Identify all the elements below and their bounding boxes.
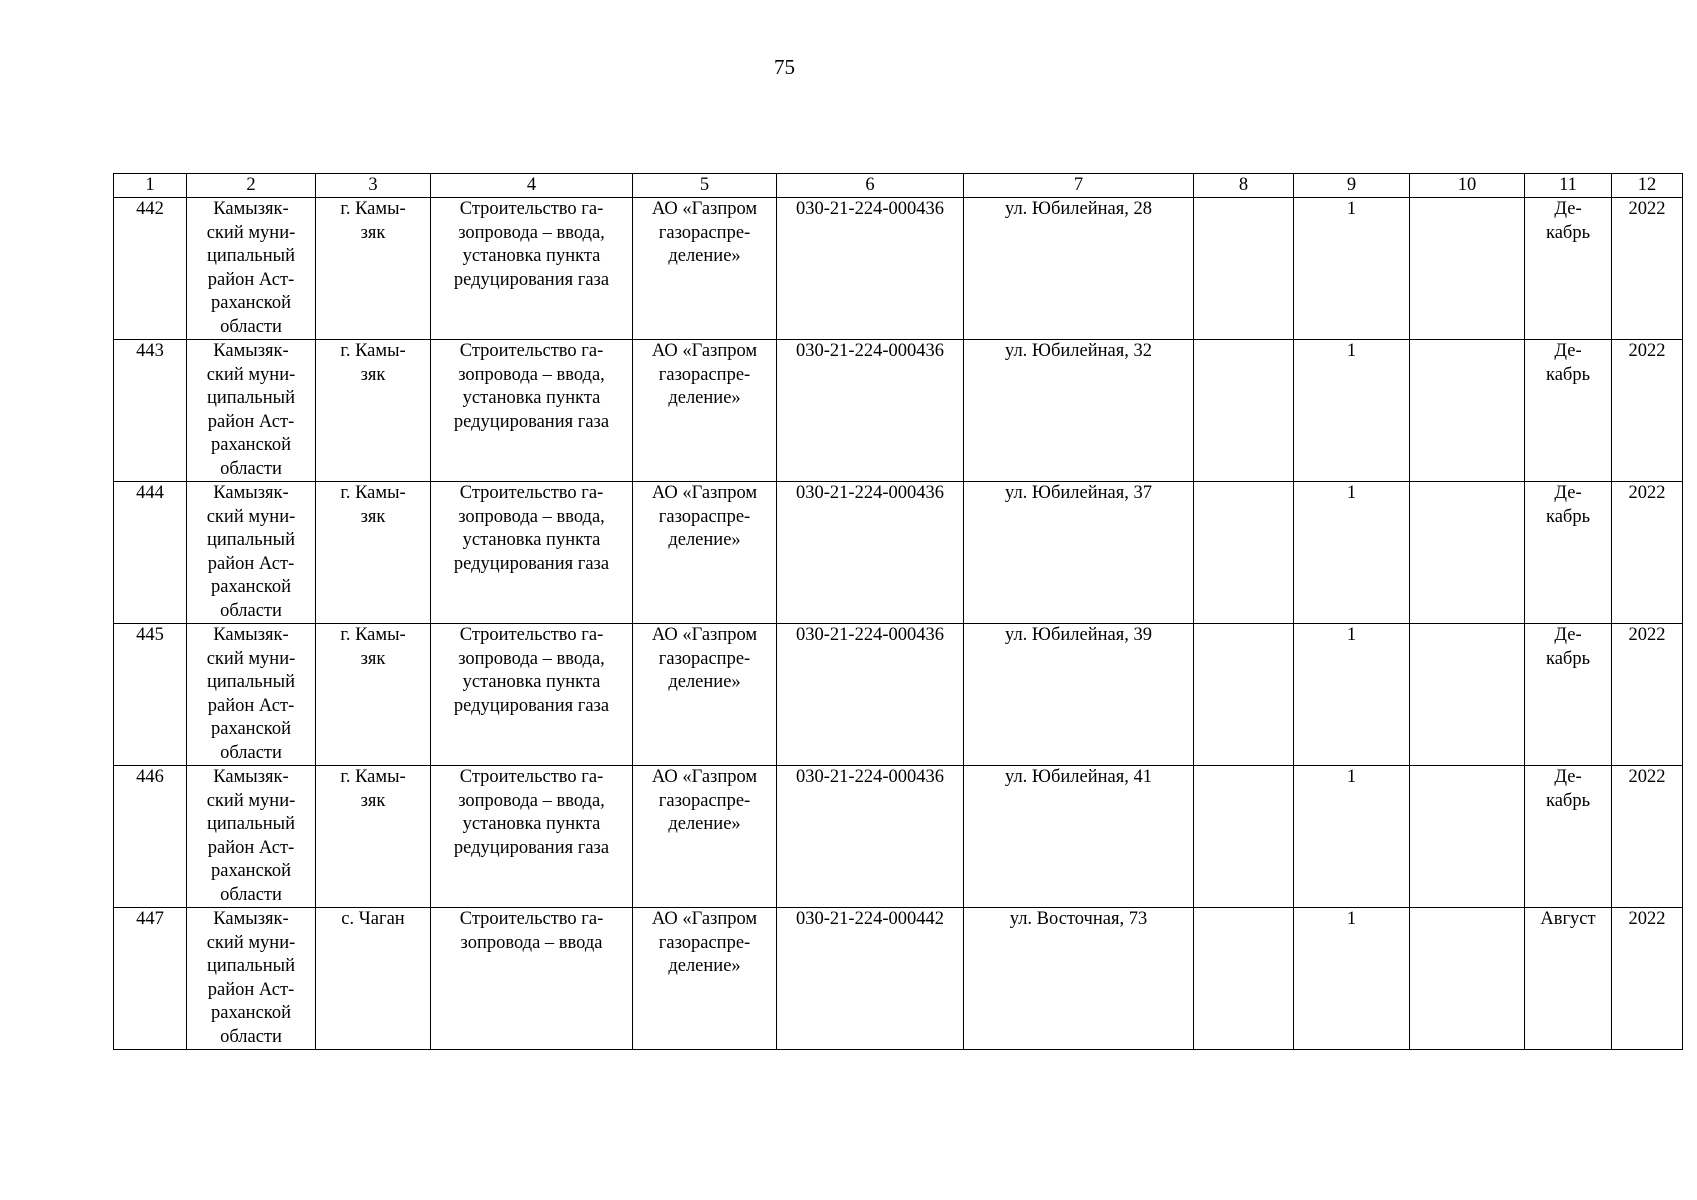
column-header: 11 <box>1525 174 1612 198</box>
month-cell: Август <box>1525 908 1612 1050</box>
column-8-cell <box>1194 624 1294 766</box>
column-8-cell <box>1194 766 1294 908</box>
column-header: 9 <box>1294 174 1410 198</box>
year-cell: 2022 <box>1612 198 1683 340</box>
quantity-cell: 1 <box>1294 908 1410 1050</box>
table-row <box>114 908 1683 1050</box>
table-row <box>114 482 1683 624</box>
data-table <box>113 173 1683 1050</box>
year-cell: 2022 <box>1612 624 1683 766</box>
column-10-cell <box>1410 198 1525 340</box>
column-8-cell <box>1194 340 1294 482</box>
work-description-cell: Строительство га- зопровода – ввода, установка пункта редуцирования газа <box>431 624 633 766</box>
month-cell: Де- кабрь <box>1525 624 1612 766</box>
operator-cell: АО «Газпром газораспре- деление» <box>633 482 777 624</box>
operator-cell: АО «Газпром газораспре- деление» <box>633 340 777 482</box>
table-row <box>114 766 1683 908</box>
row-number-cell: 444 <box>114 482 187 624</box>
municipality-cell: Камызяк- ский муни- ципальный район Аст- раханской области <box>187 198 316 340</box>
settlement-cell: г. Камы- зяк <box>316 766 431 908</box>
row-number-cell: 446 <box>114 766 187 908</box>
column-8-cell <box>1194 908 1294 1050</box>
column-10-cell <box>1410 482 1525 624</box>
settlement-cell: г. Камы- зяк <box>316 624 431 766</box>
municipality-cell: Камызяк- ский муни- ципальный район Аст- раханской области <box>187 908 316 1050</box>
settlement-cell: с. Чаган <box>316 908 431 1050</box>
municipality-cell: Камызяк- ский муни- ципальный район Аст- раханской области <box>187 482 316 624</box>
month-cell: Де- кабрь <box>1525 198 1612 340</box>
address-cell: ул. Юбилейная, 39 <box>964 624 1194 766</box>
address-cell: ул. Юбилейная, 41 <box>964 766 1194 908</box>
column-10-cell <box>1410 766 1525 908</box>
code-cell: 030-21-224-000436 <box>777 198 964 340</box>
municipality-cell: Камызяк- ский муни- ципальный район Аст- раханской области <box>187 340 316 482</box>
year-cell: 2022 <box>1612 340 1683 482</box>
operator-cell: АО «Газпром газораспре- деление» <box>633 766 777 908</box>
header-row <box>114 174 1683 198</box>
row-number-cell: 443 <box>114 340 187 482</box>
column-header: 10 <box>1410 174 1525 198</box>
code-cell: 030-21-224-000436 <box>777 482 964 624</box>
work-description-cell: Строительство га- зопровода – ввода, установка пункта редуцирования газа <box>431 340 633 482</box>
year-cell: 2022 <box>1612 908 1683 1050</box>
year-cell: 2022 <box>1612 482 1683 624</box>
column-header: 2 <box>187 174 316 198</box>
work-description-cell: Строительство га- зопровода – ввода, установка пункта редуцирования газа <box>431 482 633 624</box>
quantity-cell: 1 <box>1294 624 1410 766</box>
quantity-cell: 1 <box>1294 340 1410 482</box>
column-header: 8 <box>1194 174 1294 198</box>
operator-cell: АО «Газпром газораспре- деление» <box>633 198 777 340</box>
work-description-cell: Строительство га- зопровода – ввода, установка пункта редуцирования газа <box>431 198 633 340</box>
code-cell: 030-21-224-000442 <box>777 908 964 1050</box>
column-10-cell <box>1410 908 1525 1050</box>
column-header: 12 <box>1612 174 1683 198</box>
quantity-cell: 1 <box>1294 198 1410 340</box>
year-cell: 2022 <box>1612 766 1683 908</box>
column-8-cell <box>1194 198 1294 340</box>
column-header: 4 <box>431 174 633 198</box>
column-8-cell <box>1194 482 1294 624</box>
operator-cell: АО «Газпром газораспре- деление» <box>633 908 777 1050</box>
row-number-cell: 447 <box>114 908 187 1050</box>
table-row <box>114 624 1683 766</box>
table-row <box>114 198 1683 340</box>
column-header: 3 <box>316 174 431 198</box>
column-header: 5 <box>633 174 777 198</box>
work-description-cell: Строительство га- зопровода – ввода, установка пункта редуцирования газа <box>431 766 633 908</box>
code-cell: 030-21-224-000436 <box>777 340 964 482</box>
row-number-cell: 445 <box>114 624 187 766</box>
address-cell: ул. Юбилейная, 32 <box>964 340 1194 482</box>
month-cell: Де- кабрь <box>1525 482 1612 624</box>
table-row <box>114 340 1683 482</box>
row-number-cell: 442 <box>114 198 187 340</box>
settlement-cell: г. Камы- зяк <box>316 482 431 624</box>
column-header: 6 <box>777 174 964 198</box>
municipality-cell: Камызяк- ский муни- ципальный район Аст- раханской области <box>187 624 316 766</box>
column-10-cell <box>1410 340 1525 482</box>
address-cell: ул. Юбилейная, 37 <box>964 482 1194 624</box>
code-cell: 030-21-224-000436 <box>777 624 964 766</box>
quantity-cell: 1 <box>1294 482 1410 624</box>
code-cell: 030-21-224-000436 <box>777 766 964 908</box>
municipality-cell: Камызяк- ский муни- ципальный район Аст- раханской области <box>187 766 316 908</box>
quantity-cell: 1 <box>1294 766 1410 908</box>
page-number: 75 <box>774 55 795 79</box>
column-10-cell <box>1410 624 1525 766</box>
settlement-cell: г. Камы- зяк <box>316 198 431 340</box>
work-description-cell: Строительство га- зопровода – ввода <box>431 908 633 1050</box>
address-cell: ул. Восточная, 73 <box>964 908 1194 1050</box>
address-cell: ул. Юбилейная, 28 <box>964 198 1194 340</box>
month-cell: Де- кабрь <box>1525 766 1612 908</box>
column-header: 7 <box>964 174 1194 198</box>
month-cell: Де- кабрь <box>1525 340 1612 482</box>
operator-cell: АО «Газпром газораспре- деление» <box>633 624 777 766</box>
column-header: 1 <box>114 174 187 198</box>
settlement-cell: г. Камы- зяк <box>316 340 431 482</box>
